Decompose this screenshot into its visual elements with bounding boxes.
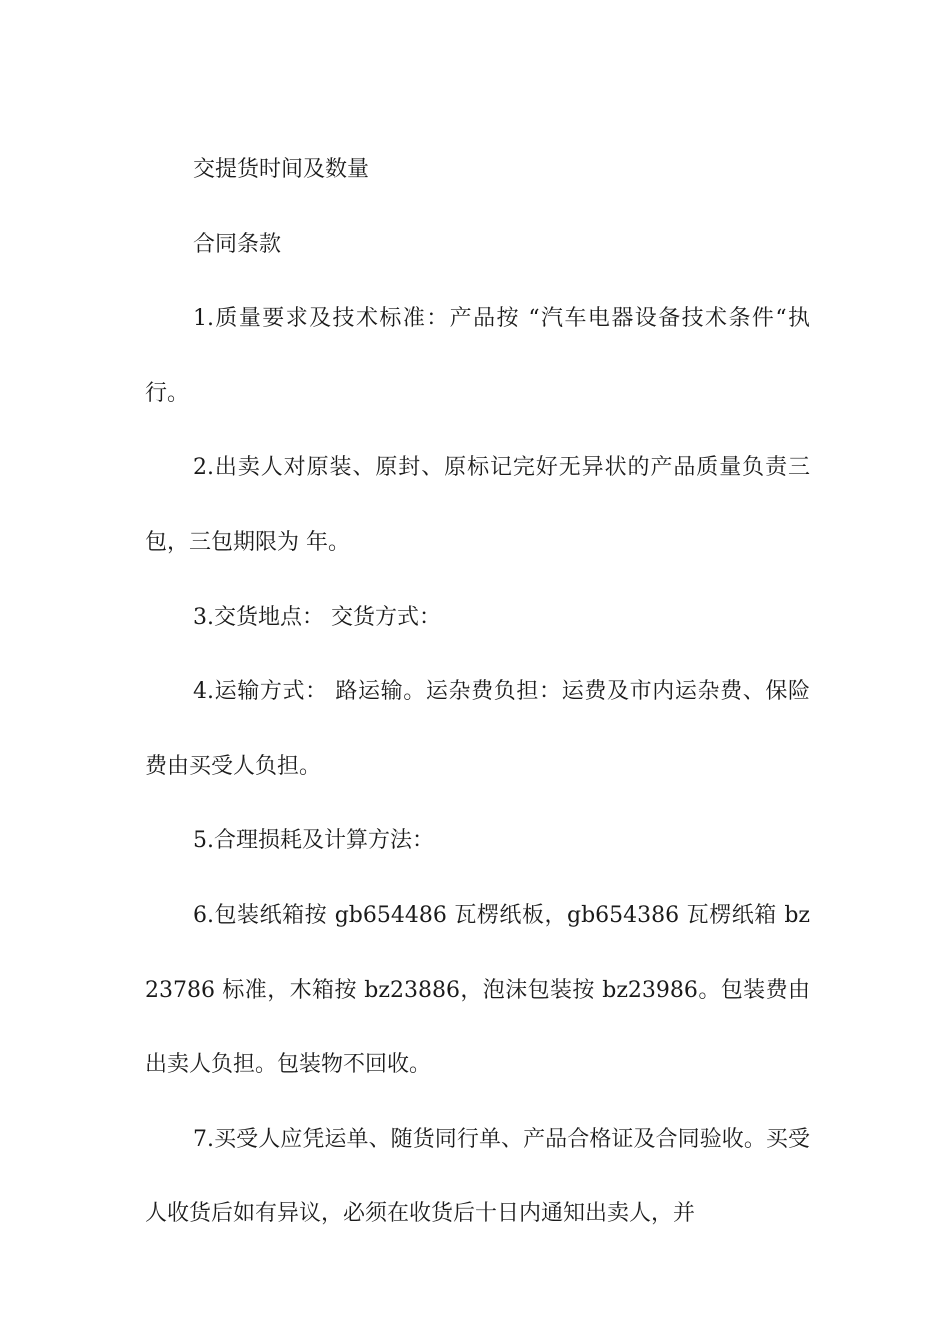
paragraph-delivery-time: 交提货时间及数量	[193, 157, 370, 182]
paragraph-clause-1: 1.质量要求及技术标准：产品按 “汽车电器设备技术条件“执行。	[145, 306, 810, 406]
document-body	[145, 133, 810, 1252]
paragraph-clause-6: 6.包装纸箱按 gb654486 瓦楞纸板，gb654386 瓦楞纸箱 bz23786 标准，木箱按 bz23886，泡沫包装按 bz23986。包装费由出卖人负担。包装物不回收。	[145, 902, 810, 1078]
paragraph-clause-3: 3.交货地点： 交货方式：	[193, 604, 441, 630]
paragraph-clause-5: 5.合理损耗及计算方法：	[193, 828, 434, 854]
paragraph-clause-7: 7.买受人应凭运单、随货同行单、产品合格证及合同验收。买受人收货后如有异议，必须在收货后十日内通知出卖人，并	[145, 1126, 810, 1227]
paragraph-contract-terms: 合同条款	[193, 231, 282, 257]
paragraph-clause-4: 4.运输方式： 路运输。运杂费负担：运费及市内运杂费、保险费由买受人负担。	[145, 679, 810, 779]
paragraph-clause-2: 2.出卖人对原装、原封、原标记完好无异状的产品质量负责三包，三包期限为 年。	[145, 455, 810, 555]
